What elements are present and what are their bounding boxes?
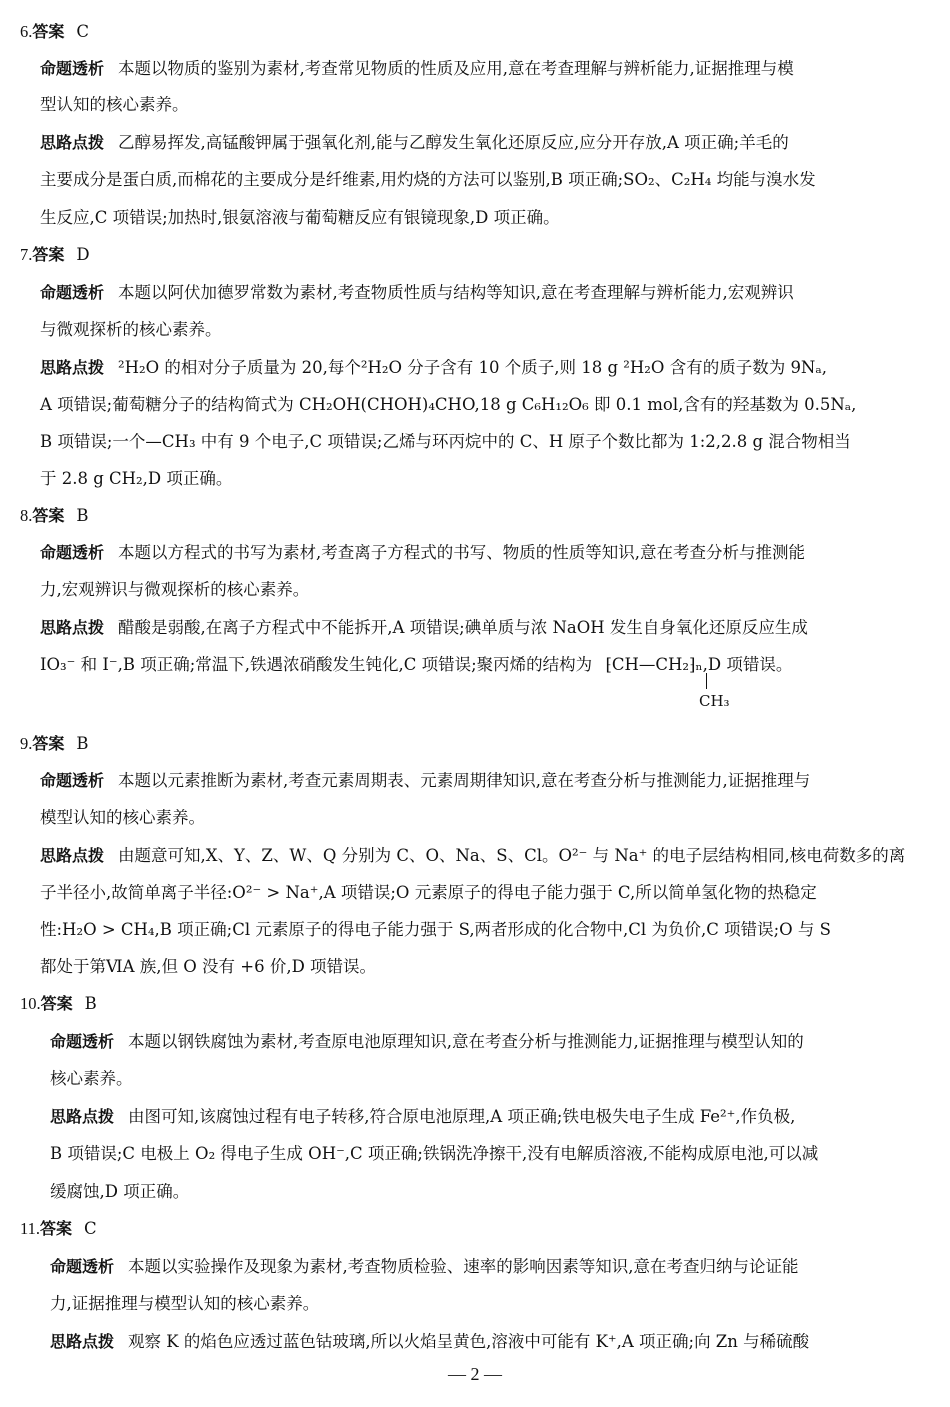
answer-label: 答案 [32,22,65,41]
q7-hint-line1: 思路点拨 ²H₂O 的相对分子质量为 20,每个²H₂O 分子含有 10 个质子,则 18 g ²H₂O 含有的质子数为 9Nₐ, [40,358,827,377]
q7-hint-line3: B 项错误;一个—CH₃ 中有 9 个电子,C 项错误;乙烯与环丙烷中的 C、H 原子个数比都为 1:2,2.8 g 混合物相当 [40,432,851,451]
answer-value: B [76,506,89,525]
answer-label: 答案 [40,1219,73,1238]
answer-label: 答案 [40,994,73,1013]
q8-hint-line2: IO₃⁻ 和 I⁻,B 项正确;常温下,铁遇浓硝酸发生钝化,C 项错误;聚丙烯的结构为 ⁅CH—CH₂⁆ₙ,D 项错误。 [40,655,793,674]
q6-analysis-line2: 型认知的核心素养。 [40,95,189,114]
q6-hint-line1: 思路点拨 乙醇易挥发,高锰酸钾属于强氧化剂,能与乙醇发生氧化还原反应,应分开存放,A 项正确;羊毛的 [40,133,789,152]
answer-label: 答案 [32,245,65,264]
answer-label: 答案 [32,734,65,753]
q11-analysis-line2: 力,证据推理与模型认知的核心素养。 [50,1294,320,1313]
q7-hint-line4: 于 2.8 g CH₂,D 项正确。 [40,469,233,488]
q9-analysis-line2: 模型认知的核心素养。 [40,808,205,827]
q8-header: 8.答案 B [20,506,89,525]
q10-header: 10.答案 B [20,994,97,1013]
q9-analysis-line1: 命题透析 本题以元素推断为素材,考查元素周期表、元素周期律知识,意在考查分析与推测能力,证据推理与 [40,771,811,790]
polypropylene-methyl: CH₃ [699,692,730,710]
q7-header: 7.答案 D [20,245,90,264]
q7-analysis-line2: 与微观探析的核心素养。 [40,320,222,339]
q11-header: 11.答案 C [20,1219,97,1238]
q9-hint-line1: 思路点拨 由题意可知,X、Y、Z、W、Q 分别为 C、O、Na、S、Cl。O²⁻ 与 Na⁺ 的电子层结构相同,核电荷数多的离 [40,846,906,865]
q9-hint-line2: 子半径小,故简单离子半径:O²⁻ > Na⁺,A 项错误;O 元素原子的得电子能力强于 C,所以简单氢化物的热稳定 [40,883,817,902]
q7-hint-line2: A 项错误;葡萄糖分子的结构简式为 CH₂OH(CHOH)₄CHO,18 g C₆H₁₂O₆ 即 0.1 mol,含有的羟基数为 0.5Nₐ, [40,395,857,414]
q10-hint-line2: B 项错误;C 电极上 O₂ 得电子生成 OH⁻,C 项正确;铁锅洗净擦干,没有电解质溶液,不能构成原电池,可以减 [50,1144,819,1163]
q10-analysis-line1: 命题透析 本题以钢铁腐蚀为素材,考查原电池原理知识,意在考查分析与推测能力,证据推理与模型认知的 [50,1032,804,1051]
page-number: — 2 — [448,1364,502,1384]
q8-analysis-line2: 力,宏观辨识与微观探析的核心素养。 [40,580,310,599]
q7-analysis-line1: 命题透析 本题以阿伏加德罗常数为素材,考查物质性质与结构等知识,意在考查理解与辨析能力,宏观辨识 [40,283,794,302]
polypropylene-formula: ⁅CH—CH₂⁆ₙ [605,655,703,674]
q6-header: 6.答案 C [20,22,90,41]
q8-analysis-line1: 命题透析 本题以方程式的书写为素材,考查离子方程式的书写、物质的性质等知识,意在考查分析与推测能 [40,543,806,562]
q6-analysis-line1: 命题透析 本题以物质的鉴别为素材,考查常见物质的性质及应用,意在考查理解与辨析能力,证据推理与模 [40,59,794,78]
answer-value: B [76,734,89,753]
q11-hint-line1: 思路点拨 观察 K 的焰色应透过蓝色钴玻璃,所以火焰呈黄色,溶液中可能有 K⁺,A 项正确;向 Zn 与稀硫酸 [50,1332,810,1351]
q9-hint-line4: 都处于第ⅥA 族,但 O 没有 +6 价,D 项错误。 [40,957,377,976]
q10-hint-line1: 思路点拨 由图可知,该腐蚀过程有电子转移,符合原电池原理,A 项正确;铁电极失电子生成 Fe²⁺,作负极, [50,1107,796,1126]
q11-analysis-line1: 命题透析 本题以实验操作及现象为素材,考查物质检验、速率的影响因素等知识,意在考查归纳与论证能 [50,1257,799,1276]
answer-value: B [84,994,97,1013]
q8-hint-line1: 思路点拨 醋酸是弱酸,在离子方程式中不能拆开,A 项错误;碘单质与浓 NaOH 发生自身氧化还原反应生成 [40,618,808,637]
answer-value: C [84,1219,97,1238]
q9-header: 9.答案 B [20,734,89,753]
q6-hint-line3: 生反应,C 项错误;加热时,银氨溶液与葡萄糖反应有银镜现象,D 项正确。 [40,208,560,227]
q6-hint-line2: 主要成分是蛋白质,而棉花的主要成分是纤维素,用灼烧的方法可以鉴别,B 项正确;SO₂、C₂H₄ 均能与溴水发 [40,170,816,189]
q10-hint-line3: 缓腐蚀,D 项正确。 [50,1182,190,1201]
answer-label: 答案 [32,506,65,525]
q9-hint-line3: 性:H₂O > CH₄,B 项正确;Cl 元素原子的得电子能力强于 S,两者形成的化合物中,Cl 为负价,C 项错误;O 与 S [40,920,831,939]
answer-value: D [76,245,90,264]
answer-value: C [76,22,90,41]
q10-analysis-line2: 核心素养。 [50,1069,133,1088]
polypropylene-bond-line [706,673,709,689]
